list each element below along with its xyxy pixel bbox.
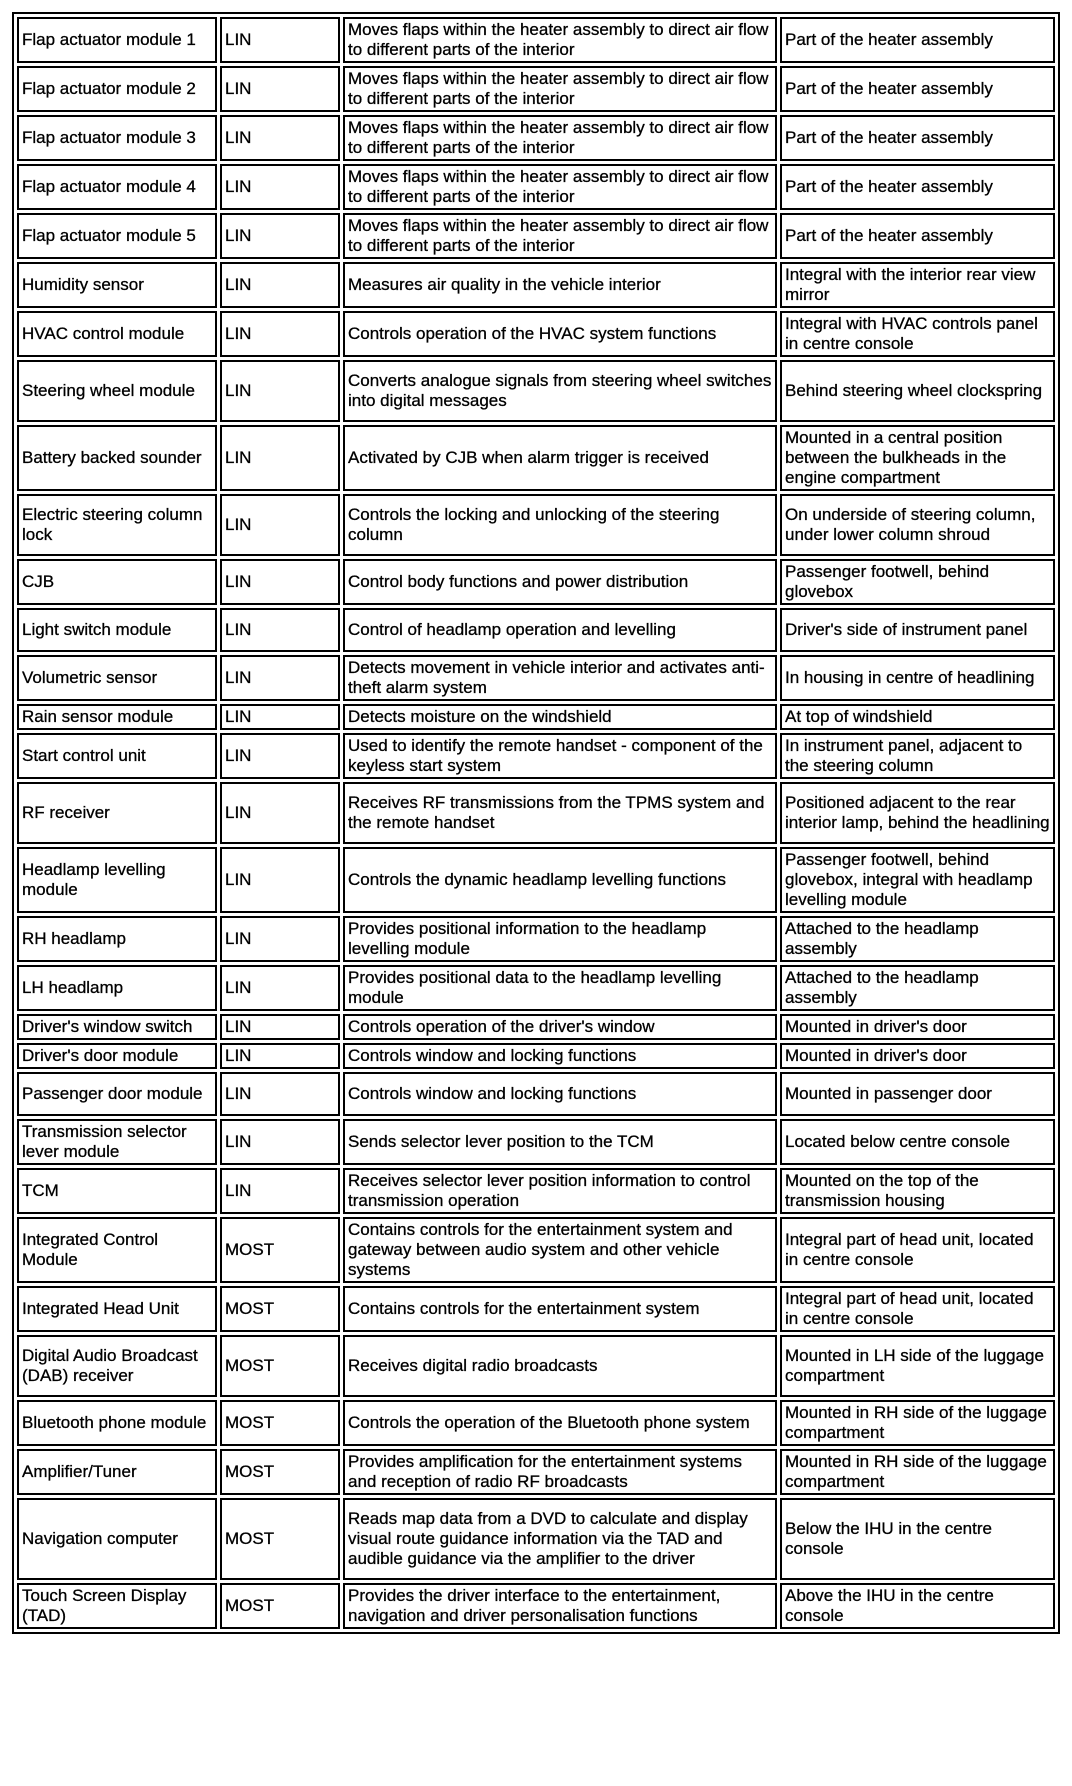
module-name-cell: Electric steering column lock bbox=[17, 494, 217, 556]
table-row bbox=[17, 1119, 1055, 1165]
network-bus-cell: MOST bbox=[220, 1335, 340, 1397]
network-bus-cell: LIN bbox=[220, 1119, 340, 1165]
module-name-cell: Driver's door module bbox=[17, 1043, 217, 1069]
module-name-cell: HVAC control module bbox=[17, 311, 217, 357]
module-name-cell: Touch Screen Display (TAD) bbox=[17, 1583, 217, 1629]
module-name-cell: Headlamp levelling module bbox=[17, 847, 217, 913]
module-name-cell: Transmission selector lever module bbox=[17, 1119, 217, 1165]
table-row bbox=[17, 1335, 1055, 1397]
location-cell: Mounted in driver's door bbox=[780, 1014, 1055, 1040]
module-table-sheet bbox=[12, 12, 1060, 1634]
location-cell: Mounted in a central position between the bulkheads in the engine compartment bbox=[780, 425, 1055, 491]
table-row bbox=[17, 164, 1055, 210]
module-name-cell: Digital Audio Broadcast (DAB) receiver bbox=[17, 1335, 217, 1397]
network-bus-cell: LIN bbox=[220, 17, 340, 63]
function-cell: Controls operation of the driver's window bbox=[343, 1014, 777, 1040]
module-name-cell: Humidity sensor bbox=[17, 262, 217, 308]
module-name-cell: Flap actuator module 5 bbox=[17, 213, 217, 259]
function-cell: Control of headlamp operation and levelling bbox=[343, 608, 777, 652]
module-name-cell: Passenger door module bbox=[17, 1072, 217, 1116]
module-name-cell: Volumetric sensor bbox=[17, 655, 217, 701]
function-cell: Detects movement in vehicle interior and activates anti-theft alarm system bbox=[343, 655, 777, 701]
table-row bbox=[17, 847, 1055, 913]
location-cell: Passenger footwell, behind glovebox bbox=[780, 559, 1055, 605]
table-row bbox=[17, 494, 1055, 556]
function-cell: Moves flaps within the heater assembly to direct air flow to different parts of the interior bbox=[343, 164, 777, 210]
function-cell: Reads map data from a DVD to calculate and display visual route guidance information via the TAD and audible guidance via the amplifier to the driver bbox=[343, 1498, 777, 1580]
table-row bbox=[17, 1168, 1055, 1214]
network-bus-cell: LIN bbox=[220, 1168, 340, 1214]
function-cell: Controls the operation of the Bluetooth phone system bbox=[343, 1400, 777, 1446]
location-cell: Mounted in RH side of the luggage compartment bbox=[780, 1400, 1055, 1446]
table-row bbox=[17, 213, 1055, 259]
network-bus-cell: LIN bbox=[220, 1043, 340, 1069]
network-bus-cell: LIN bbox=[220, 655, 340, 701]
module-name-cell: Amplifier/Tuner bbox=[17, 1449, 217, 1495]
function-cell: Provides positional information to the headlamp levelling module bbox=[343, 916, 777, 962]
location-cell: Behind steering wheel clockspring bbox=[780, 360, 1055, 422]
function-cell: Detects moisture on the windshield bbox=[343, 704, 777, 730]
module-name-cell: Driver's window switch bbox=[17, 1014, 217, 1040]
module-name-cell: Flap actuator module 1 bbox=[17, 17, 217, 63]
network-bus-cell: LIN bbox=[220, 559, 340, 605]
network-bus-cell: MOST bbox=[220, 1498, 340, 1580]
function-cell: Receives digital radio broadcasts bbox=[343, 1335, 777, 1397]
function-cell: Used to identify the remote handset - component of the keyless start system bbox=[343, 733, 777, 779]
location-cell: On underside of steering column, under lower column shroud bbox=[780, 494, 1055, 556]
location-cell: Located below centre console bbox=[780, 1119, 1055, 1165]
network-bus-cell: LIN bbox=[220, 782, 340, 844]
location-cell: Part of the heater assembly bbox=[780, 17, 1055, 63]
location-cell: Attached to the headlamp assembly bbox=[780, 916, 1055, 962]
location-cell: Passenger footwell, behind glovebox, integral with headlamp levelling module bbox=[780, 847, 1055, 913]
network-bus-cell: LIN bbox=[220, 494, 340, 556]
location-cell: Positioned adjacent to the rear interior lamp, behind the headlining bbox=[780, 782, 1055, 844]
table-row bbox=[17, 1449, 1055, 1495]
table-row bbox=[17, 965, 1055, 1011]
network-bus-cell: LIN bbox=[220, 164, 340, 210]
table-row bbox=[17, 1583, 1055, 1629]
location-cell: Mounted in passenger door bbox=[780, 1072, 1055, 1116]
table-row bbox=[17, 1498, 1055, 1580]
function-cell: Contains controls for the entertainment system bbox=[343, 1286, 777, 1332]
function-cell: Moves flaps within the heater assembly to direct air flow to different parts of the interior bbox=[343, 17, 777, 63]
table-row bbox=[17, 262, 1055, 308]
location-cell: Attached to the headlamp assembly bbox=[780, 965, 1055, 1011]
table-row bbox=[17, 782, 1055, 844]
network-bus-cell: LIN bbox=[220, 115, 340, 161]
module-name-cell: RF receiver bbox=[17, 782, 217, 844]
module-name-cell: Bluetooth phone module bbox=[17, 1400, 217, 1446]
function-cell: Controls the locking and unlocking of the steering column bbox=[343, 494, 777, 556]
table-row bbox=[17, 608, 1055, 652]
location-cell: Part of the heater assembly bbox=[780, 66, 1055, 112]
network-bus-cell: LIN bbox=[220, 847, 340, 913]
module-name-cell: Steering wheel module bbox=[17, 360, 217, 422]
module-name-cell: RH headlamp bbox=[17, 916, 217, 962]
function-cell: Activated by CJB when alarm trigger is received bbox=[343, 425, 777, 491]
table-row bbox=[17, 1286, 1055, 1332]
module-table bbox=[12, 12, 1060, 1634]
location-cell: In instrument panel, adjacent to the steering column bbox=[780, 733, 1055, 779]
location-cell: Mounted in RH side of the luggage compartment bbox=[780, 1449, 1055, 1495]
table-row bbox=[17, 311, 1055, 357]
module-name-cell: Navigation computer bbox=[17, 1498, 217, 1580]
function-cell: Sends selector lever position to the TCM bbox=[343, 1119, 777, 1165]
function-cell: Moves flaps within the heater assembly to direct air flow to different parts of the interior bbox=[343, 115, 777, 161]
table-row bbox=[17, 733, 1055, 779]
table-row bbox=[17, 360, 1055, 422]
location-cell: At top of windshield bbox=[780, 704, 1055, 730]
module-name-cell: TCM bbox=[17, 1168, 217, 1214]
function-cell: Contains controls for the entertainment system and gateway between audio system and other vehicle systems bbox=[343, 1217, 777, 1283]
network-bus-cell: MOST bbox=[220, 1286, 340, 1332]
table-row bbox=[17, 66, 1055, 112]
function-cell: Moves flaps within the heater assembly to direct air flow to different parts of the interior bbox=[343, 66, 777, 112]
function-cell: Moves flaps within the heater assembly to direct air flow to different parts of the interior bbox=[343, 213, 777, 259]
network-bus-cell: LIN bbox=[220, 733, 340, 779]
function-cell: Controls window and locking functions bbox=[343, 1072, 777, 1116]
module-name-cell: Start control unit bbox=[17, 733, 217, 779]
location-cell: Integral part of head unit, located in centre console bbox=[780, 1286, 1055, 1332]
location-cell: Driver's side of instrument panel bbox=[780, 608, 1055, 652]
table-row bbox=[17, 655, 1055, 701]
network-bus-cell: LIN bbox=[220, 965, 340, 1011]
network-bus-cell: LIN bbox=[220, 1014, 340, 1040]
function-cell: Provides positional data to the headlamp levelling module bbox=[343, 965, 777, 1011]
table-row bbox=[17, 1400, 1055, 1446]
network-bus-cell: MOST bbox=[220, 1583, 340, 1629]
network-bus-cell: LIN bbox=[220, 213, 340, 259]
function-cell: Provides the driver interface to the entertainment, navigation and driver personalisation functions bbox=[343, 1583, 777, 1629]
module-name-cell: Flap actuator module 3 bbox=[17, 115, 217, 161]
function-cell: Controls window and locking functions bbox=[343, 1043, 777, 1069]
location-cell: Below the IHU in the centre console bbox=[780, 1498, 1055, 1580]
network-bus-cell: LIN bbox=[220, 66, 340, 112]
module-name-cell: Integrated Head Unit bbox=[17, 1286, 217, 1332]
location-cell: Integral with HVAC controls panel in centre console bbox=[780, 311, 1055, 357]
function-cell: Control body functions and power distribution bbox=[343, 559, 777, 605]
network-bus-cell: LIN bbox=[220, 425, 340, 491]
network-bus-cell: LIN bbox=[220, 916, 340, 962]
network-bus-cell: MOST bbox=[220, 1217, 340, 1283]
location-cell: Integral with the interior rear view mirror bbox=[780, 262, 1055, 308]
location-cell: In housing in centre of headlining bbox=[780, 655, 1055, 701]
network-bus-cell: LIN bbox=[220, 311, 340, 357]
table-row bbox=[17, 916, 1055, 962]
network-bus-cell: LIN bbox=[220, 262, 340, 308]
table-row bbox=[17, 704, 1055, 730]
table-row bbox=[17, 559, 1055, 605]
location-cell: Mounted on the top of the transmission housing bbox=[780, 1168, 1055, 1214]
network-bus-cell: LIN bbox=[220, 360, 340, 422]
module-name-cell: LH headlamp bbox=[17, 965, 217, 1011]
location-cell: Mounted in LH side of the luggage compartment bbox=[780, 1335, 1055, 1397]
network-bus-cell: MOST bbox=[220, 1400, 340, 1446]
function-cell: Converts analogue signals from steering wheel switches into digital messages bbox=[343, 360, 777, 422]
function-cell: Controls the dynamic headlamp levelling functions bbox=[343, 847, 777, 913]
location-cell: Part of the heater assembly bbox=[780, 213, 1055, 259]
module-name-cell: Integrated Control Module bbox=[17, 1217, 217, 1283]
table-row bbox=[17, 1043, 1055, 1069]
network-bus-cell: MOST bbox=[220, 1449, 340, 1495]
function-cell: Measures air quality in the vehicle interior bbox=[343, 262, 777, 308]
location-cell: Above the IHU in the centre console bbox=[780, 1583, 1055, 1629]
module-name-cell: Flap actuator module 2 bbox=[17, 66, 217, 112]
module-table-body bbox=[17, 17, 1055, 1629]
module-name-cell: CJB bbox=[17, 559, 217, 605]
network-bus-cell: LIN bbox=[220, 704, 340, 730]
module-name-cell: Light switch module bbox=[17, 608, 217, 652]
location-cell: Mounted in driver's door bbox=[780, 1043, 1055, 1069]
table-row bbox=[17, 1072, 1055, 1116]
table-row bbox=[17, 115, 1055, 161]
table-row bbox=[17, 425, 1055, 491]
module-name-cell: Rain sensor module bbox=[17, 704, 217, 730]
location-cell: Part of the heater assembly bbox=[780, 164, 1055, 210]
table-row bbox=[17, 17, 1055, 63]
network-bus-cell: LIN bbox=[220, 608, 340, 652]
location-cell: Integral part of head unit, located in centre console bbox=[780, 1217, 1055, 1283]
function-cell: Receives RF transmissions from the TPMS system and the remote handset bbox=[343, 782, 777, 844]
module-name-cell: Flap actuator module 4 bbox=[17, 164, 217, 210]
location-cell: Part of the heater assembly bbox=[780, 115, 1055, 161]
function-cell: Provides amplification for the entertainment systems and reception of radio RF broadcasts bbox=[343, 1449, 777, 1495]
table-row bbox=[17, 1217, 1055, 1283]
table-row bbox=[17, 1014, 1055, 1040]
function-cell: Controls operation of the HVAC system functions bbox=[343, 311, 777, 357]
function-cell: Receives selector lever position information to control transmission operation bbox=[343, 1168, 777, 1214]
module-name-cell: Battery backed sounder bbox=[17, 425, 217, 491]
network-bus-cell: LIN bbox=[220, 1072, 340, 1116]
